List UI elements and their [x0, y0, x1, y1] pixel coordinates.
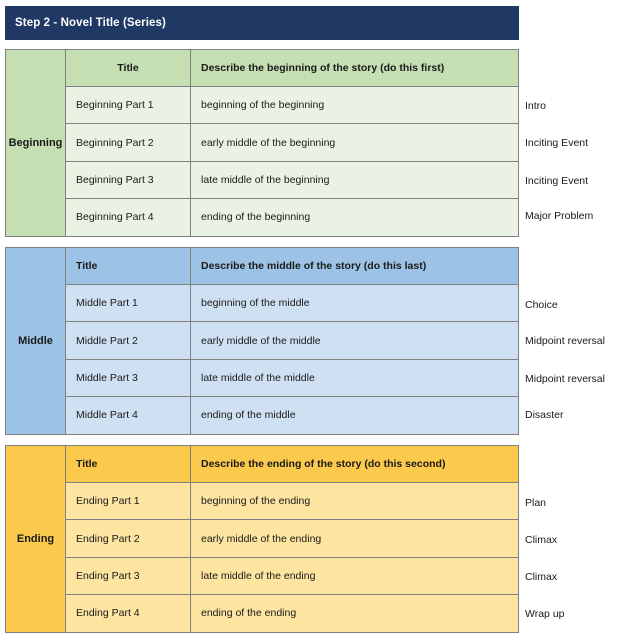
part-description-cell: early middle of the beginning — [201, 136, 336, 149]
table-row[interactable] — [66, 124, 518, 161]
part-title-cell: Ending Part 2 — [66, 520, 191, 556]
header-title-cell: Title — [66, 446, 191, 482]
header-title-cell: Title — [66, 248, 191, 284]
table-row[interactable] — [66, 199, 518, 236]
annotation-ending-3: Climax — [525, 571, 558, 583]
part-description-cell: late middle of the middle — [201, 371, 315, 384]
section-label-ending: Ending — [6, 446, 66, 632]
part-title-cell: Ending Part 4 — [66, 595, 191, 632]
table-header-row — [66, 50, 518, 87]
section-rows-middle — [66, 248, 518, 434]
part-description-cell: early middle of the middle — [201, 334, 321, 347]
table-row[interactable] — [66, 483, 518, 520]
annotation-ending-1: Plan — [525, 497, 547, 509]
part-title-cell: Middle Part 4 — [66, 397, 191, 434]
section-label-middle: Middle — [6, 248, 66, 434]
page-title — [5, 6, 519, 40]
part-title-cell: Beginning Part 4 — [66, 199, 191, 236]
part-description-cell: beginning of the ending — [201, 495, 311, 508]
table-row[interactable] — [66, 397, 518, 434]
table-row[interactable] — [66, 162, 518, 199]
annotation-beginning-2: Inciting Event — [525, 137, 589, 149]
table-header-row — [66, 248, 518, 285]
section-middle — [5, 247, 519, 435]
part-description-cell: early middle of the ending — [201, 532, 322, 545]
part-description-cell: ending of the ending — [201, 607, 297, 620]
table-row[interactable] — [66, 87, 518, 124]
table-row[interactable] — [66, 322, 518, 359]
section-ending — [5, 445, 519, 633]
header-description-cell: Describe the middle of the story (do this last) — [201, 260, 427, 273]
header-title-cell: Title — [66, 50, 191, 86]
annotation-ending-4: Wrap up — [525, 608, 565, 620]
annotation-beginning-1: Intro — [525, 100, 547, 112]
table-header-row — [66, 446, 518, 483]
table-row[interactable] — [66, 520, 518, 557]
table-row[interactable] — [66, 558, 518, 595]
part-description-cell: ending of the middle — [201, 409, 296, 422]
part-title-cell: Middle Part 2 — [66, 322, 191, 358]
part-description-cell: beginning of the middle — [201, 297, 310, 310]
header-description-cell: Describe the beginning of the story (do this first) — [201, 62, 445, 75]
table-row[interactable] — [66, 360, 518, 397]
annotation-middle-3: Midpoint reversal — [525, 373, 605, 385]
table-row[interactable] — [66, 595, 518, 632]
section-beginning — [5, 49, 519, 237]
annotation-beginning-3: Inciting Event — [525, 175, 589, 187]
part-description-cell: late middle of the ending — [201, 569, 316, 582]
part-title-cell: Beginning Part 2 — [66, 124, 191, 160]
table-row[interactable] — [66, 285, 518, 322]
annotation-beginning-4: Major Problem — [525, 210, 594, 222]
part-title-cell: Beginning Part 1 — [66, 87, 191, 123]
annotation-ending-2: Climax — [525, 534, 558, 546]
annotation-middle-4: Disaster — [525, 409, 564, 421]
part-description-cell: ending of the beginning — [201, 211, 311, 224]
part-title-cell: Ending Part 1 — [66, 483, 191, 519]
header-description-cell: Describe the ending of the story (do this second) — [201, 458, 446, 471]
page-title-text: Step 2 - Novel Title (Series) — [15, 17, 166, 29]
section-label-beginning: Beginning — [6, 50, 66, 236]
part-description-cell: beginning of the beginning — [201, 99, 325, 112]
part-title-cell: Middle Part 1 — [66, 285, 191, 321]
annotation-middle-2: Midpoint reversal — [525, 335, 605, 347]
part-title-cell: Ending Part 3 — [66, 558, 191, 594]
annotation-middle-1: Choice — [525, 299, 558, 311]
part-description-cell: late middle of the beginning — [201, 173, 330, 186]
part-title-cell: Middle Part 3 — [66, 360, 191, 396]
section-rows-ending — [66, 446, 518, 632]
part-title-cell: Beginning Part 3 — [66, 162, 191, 198]
section-rows-beginning — [66, 50, 518, 236]
